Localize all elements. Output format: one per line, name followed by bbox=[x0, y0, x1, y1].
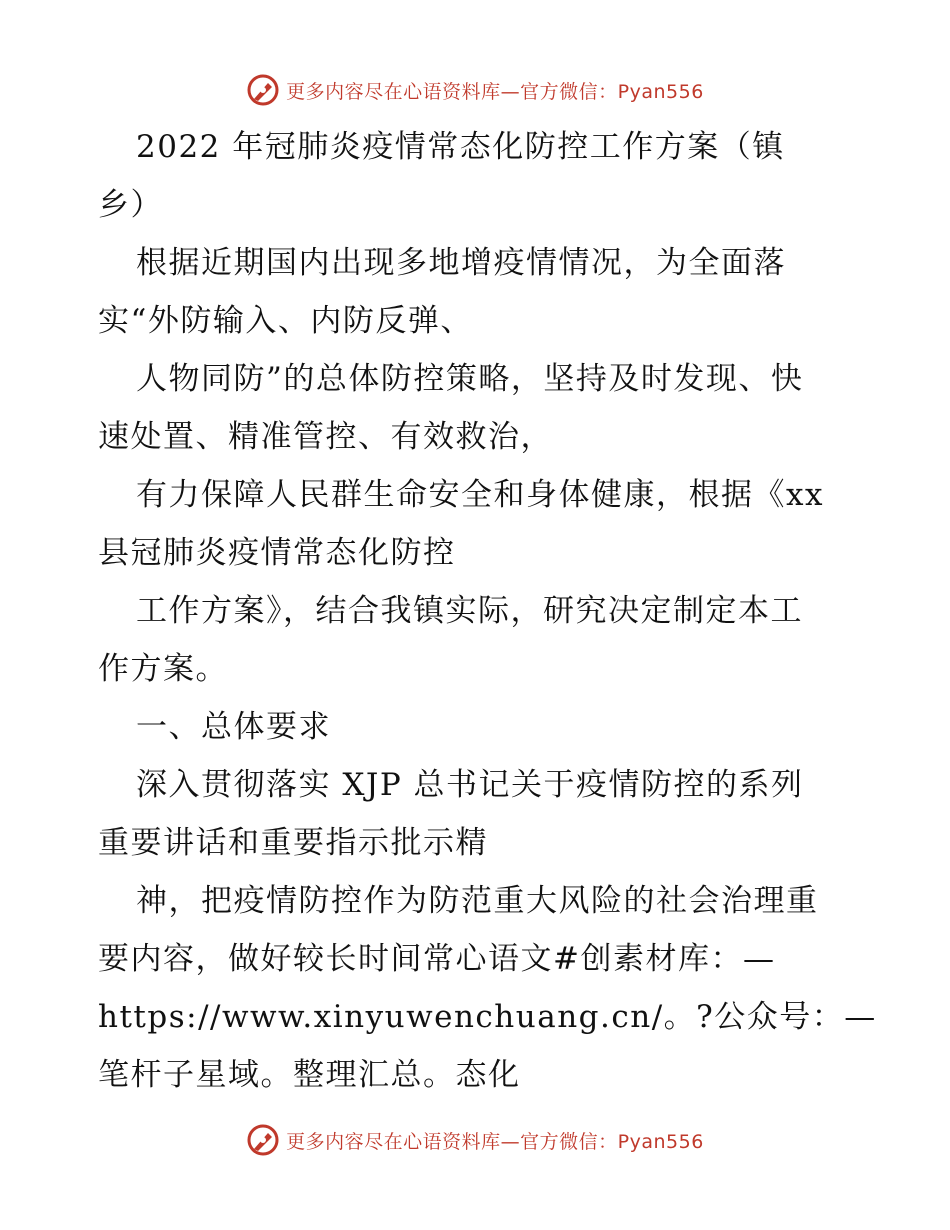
watermark-text: 更多内容尽在心语资料库—官方微信：Pyan556 bbox=[286, 80, 704, 103]
text-line: https://www.xinyuwenchuang.cn/。?公众号：— bbox=[98, 999, 877, 1035]
text-line: 神，把疫情防控作为防范重大风险的社会治理重 bbox=[136, 883, 819, 919]
text-line: 重要讲话和重要指示批示精 bbox=[98, 825, 488, 861]
paragraph bbox=[98, 350, 858, 466]
pen-logo-icon bbox=[246, 1123, 280, 1157]
text-line: 要内容，做好较长时间常心语文#创素材库：— bbox=[98, 941, 776, 977]
paragraph bbox=[98, 582, 858, 698]
section-heading bbox=[98, 698, 858, 756]
footer-watermark bbox=[0, 1120, 950, 1160]
paragraph bbox=[98, 234, 858, 350]
text-line: 速处置、精准管控、有效救治， bbox=[98, 419, 553, 455]
text-line: 根据近期国内出现多地增疫情情况，为全面落 bbox=[136, 245, 786, 281]
text-line: 作方案。 bbox=[98, 651, 228, 687]
text-line: 2022 年冠肺炎疫情常态化防控工作方案（镇 bbox=[136, 129, 785, 165]
paragraph bbox=[98, 872, 877, 1104]
watermark-text: 更多内容尽在心语资料库—官方微信：Pyan556 bbox=[286, 1130, 704, 1153]
paragraph bbox=[98, 756, 858, 872]
text-line: 县冠肺炎疫情常态化防控 bbox=[98, 535, 456, 571]
text-line: 深入贯彻落实 XJP 总书记关于疫情防控的系列 bbox=[136, 767, 804, 803]
text-line: 实“外防输入、内防反弹、 bbox=[98, 303, 473, 339]
text-line: 一、总体要求 bbox=[136, 709, 331, 745]
header-watermark bbox=[0, 70, 950, 110]
text-line: 笔杆子星域。整理汇总。态化 bbox=[98, 1057, 521, 1093]
paragraph bbox=[98, 466, 858, 582]
text-line: 工作方案》，结合我镇实际，研究决定制定本工 bbox=[136, 593, 803, 629]
text-line: 乡） bbox=[98, 187, 163, 223]
text-line: 有力保障人民群生命安全和身体健康，根据《xx bbox=[136, 477, 824, 513]
pen-logo-icon bbox=[246, 73, 280, 107]
document-body bbox=[98, 118, 877, 1104]
doc-title bbox=[98, 118, 858, 234]
text-line: 人物同防”的总体防控策略，坚持及时发现、快 bbox=[136, 361, 804, 397]
